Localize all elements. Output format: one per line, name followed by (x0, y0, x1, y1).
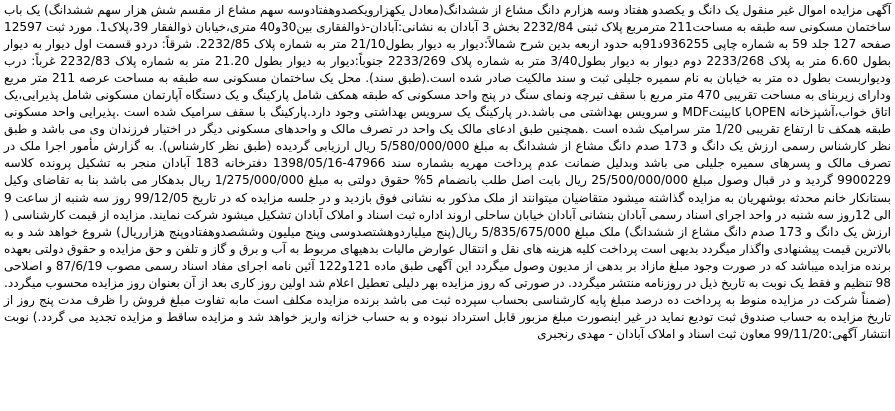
auction-notice-text: آگهی مزایده اموال غیر منقول یک دانگ و یکصدو هفتاد وسه هزارم دانگ مشاع از ششدانگ(معادل یکهزارویکصدوهفتادوسه سهم مشاع از مقسم شش هزار سهم ششدانگ) یک باب ساختمان مسکونی سه طبقه به مساحت211 مترمربع پلاک ثبتی 2232/84 بخش 3 آبادان به نشانی:آبادان-ذوالفقاری بین30و40 متری،خیابان ذوالفقار 39،پلاک1. مورد ثبت 12597 صفحه 127 جلد 59 به شماره چاپی 936255د91به حدود اربعه بدین شرح شمالاً:دیوار به دیوار بطول21/10 متر به شماره پلاک 2232/85. شرقاً: دردو قسمت اول دیوار به دیوار بطول 6.60 متر به پلاک 2233/268 دوم دیوار به دیوار بطول3/40 متر به شماره پلاک 2233/269 جنوباً:دیوار به دیوار بطول 21.20 متر به شماره پلاک 2232/83 غرباً: درب ودیواربست بطول ده متر به خیابان به نام سمیره جلیلی ثبت و سند مالکیت صادر شده است.(طبق سند). محل یک ساختمان مسکونی سه طبقه به مساحت عرصه 211 متر مربع ودارای زیربنای به مساحت تقریبی 470 متر مربع با سقف تیرچه ونمای سنگ در پنج واحد مسکونی که طبقه همکف شامل پارکینگ و یک دستگاه آپارتمان مسکونی شامل پذیرایی،یک اتاق خواب،آشپزخانه OPENبا کابینتMDF و سرویس بهداشتی می باشد.در پارکینگ یک سرویس بهداشتی وجود دارد.پارکینگ با سقف سرامیک شده است .پذیرایی واحد مسکونی طبقه همکف تا ارتفاع تقریبی 1/20 متر سرامیک شده است .همچنین طبق ادعای مالک یک واحد در تصرف مالک و واحدهای مسکونی دیگر در اختیار فرزندان وی می باشد و طبق نظر کارشناس رسمی ارزش یک دانگ و 173 صدم دانگ مشاع از ششدانگ به مبلغ 5/580/000/000 ریال ارزیابی گردیده (طبق نظر کارشناس). به گزارش مأمور اجرا ملک در تصرف مالک و پسرهای سمیره جلیلی می باشد وبدلیل ضمانت عدم پرداخت مهریه بشماره سند 47966-1398/05/16 دفترخانه 183 آبادان منجر به تشکیل پرونده کلاسه 9900229 گردید و در قبال وصول مبلغ 25/500/000/000 ریال بابت اصل طلب بانضمام 5% حقوق دولتی به مبلغ 1/275/000/000 ریال بدهکار می باشد بنا به تقاضای وکیل بستانکار خانم محدثه بوشهریان به مزایده گذاشته میشود متقاضیان میتوانند از ملک مذکور به نشانی فوق بازدید و در جلسه مزایده که در تاریخ 99/12/05 روز سه شنبه از ساعت 9 الی 12روز سه شنبه در واحد اجرای اسناد رسمی آبادان بنشانی آبادان خیابان ساحلی اروند اداره ثبت اسناد و املاک آبادان تشکیل میشود شرکت نمایند. مزایده از قیمت کارشناسی ( ارزش یک دانگ و 173 صدم دانگ مشاع از ششدانگ) ملک مبلغ 5/835/675/000 ریال(پنج میلیاردوهشتصدوسی وپنج میلیون وششصدوهفتادوپنج هزارریال) شروع خواهد شد و به بالاترین قیمت پیشنهادی واگذار میگردد بدیهی است پرداخت کلیه هزینه های نقل و انتقال عوارض مالیات بدهیهای مربوط به آب و برق و گاز و تلفن و حق مزایده و حقوق دولتی بعهده برنده مزایده میباشد که در صورت وجود مبلغ مازاد بر بدهی از مدیون وصول میگردد این آگهی طبق ماده 121و122 آئین نامه اجرای مفاد اسناد رسمی مصوب 87/6/19 و اصلاحی 98 تنظیم و فقط یک نوبت به تاریخ ذیل در روزنامه منتشر میگردد. در صورتی که روز مزایده بهر دلیلی تعطیل اعلام شد اولین روز کاری بعد از آن بعنوان روز مزایده محسوب میگردد.(ضمناً شرکت در مزایده منوط به پرداخت ده درصد مبلغ پایه کارشناسی بحساب سپرده ثبت می باشد برنده مزایده مکلف است مابه تفاوت مبلغ فروش را ظرف مدت پنج روز از تاریخ مزایده به حساب صندوق ثبت تودیع نماید در غیر اینصورت مبلغ مزبور قابل استرداد نبوده و به حساب خزانه واریز خواهد شد و مزایده ساقط و مزایده تجدید می گردد.) نوبت انتشار آگهی:99/11/20 معاون ثبت اسناد و املاک آبادان - مهدی رنجبری (4, 3, 892, 341)
